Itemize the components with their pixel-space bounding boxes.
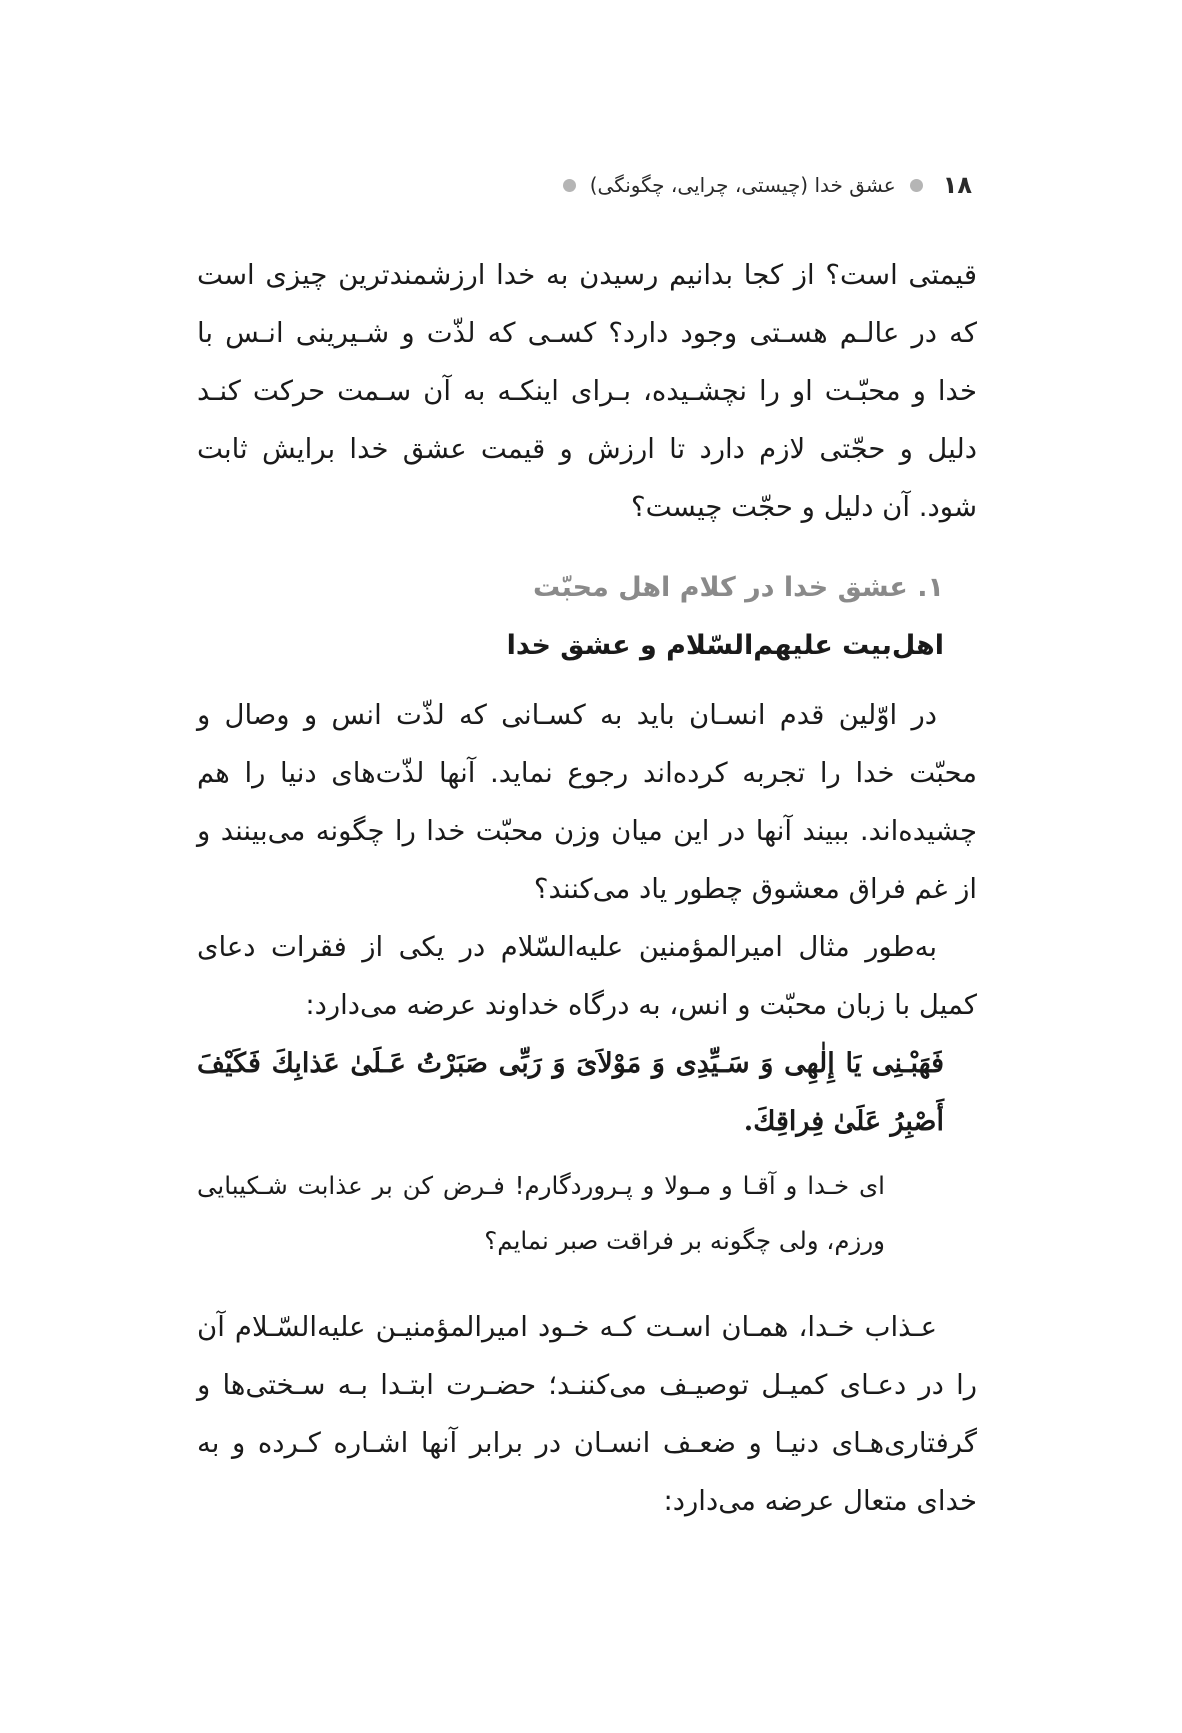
page-number: ۱۸ [942, 171, 972, 199]
paragraph-intro: قیمتی است؟ از کجا بدانیم رسیدن به خدا ارزشمندترین چیزی است که در عالـم هسـتی وجود دارد؟ کسـی که لذّت و شـیرینی انـس با خدا و محبّـت او را نچشـیده، بـرای اینکـه به آن سـمت حرکت کنـد دلیل و حجّتی لازم دارد تا ارزش و قیمت عشق خدا برایش ثابت شود. آن دلیل و حجّت چیست؟ [197, 259, 977, 523]
running-head [202, 165, 972, 205]
section-title: ۱. عشق خدا در کلام اهل محبّت [533, 572, 944, 603]
bullet-dot-icon [910, 179, 923, 192]
quote-translation: ای خـدا و آقـا و مـولا و پـروردگارم! فـرض کن بر عذابت شـکیبایی ورزم، ولی چگونه بر فراقت صبر نمایم؟ [197, 1171, 885, 1255]
paragraph-punishment: عـذاب خـدا، همـان اسـت کـه خـود امیرالمؤمنیـن علیه‌السّـلام آن را در دعـای کمیـل توصیـف می‌کننـد؛ حضـرت ابتـدا بـه سـختی‌ها و گرفتاری‌هـای دنیـا و ضعـف انسـان در برابر آنها اشـاره کـرده و به خدای متعال عرضه می‌دارد: [197, 1311, 977, 1517]
book-title: عشق خدا (چیستی، چرایی، چگونگی) [589, 173, 896, 197]
bullet-dot-icon [563, 179, 576, 192]
paragraph-first-step: در اوّلین قدم انسـان باید به کسـانی که لذّت انس و وصال و محبّت خدا را تجربه کرده‌اند رجوع نماید. آنها لذّت‌های دنیا را هم چشیده‌اند. ببیند آنها در این میان وزن محبّت خدا را چگونه می‌بینند و از غم فراق معشوق چطور یاد می‌کنند؟ [197, 699, 977, 905]
paragraph-example: به‌طور مثال امیرالمؤمنین علیه‌السّلام در یکی از فقرات دعای کمیل با زبان محبّت و انس، به درگاه خداوند عرضه می‌دارد: [197, 931, 977, 1021]
subsection-title: اهل‌بیت علیهم‌السّلام و عشق خدا [506, 630, 944, 661]
arabic-quote: فَهَبْـنِی یَا إِلٰهِی وَ سَـیِّدِی وَ مَوْلاَیَ وَ رَبِّی صَبَرْتُ عَـلَیٰ عَذابِكَ فَکَیْفَ أَصْبِرُ عَلَیٰ فِراقِكَ. [197, 1048, 944, 1137]
